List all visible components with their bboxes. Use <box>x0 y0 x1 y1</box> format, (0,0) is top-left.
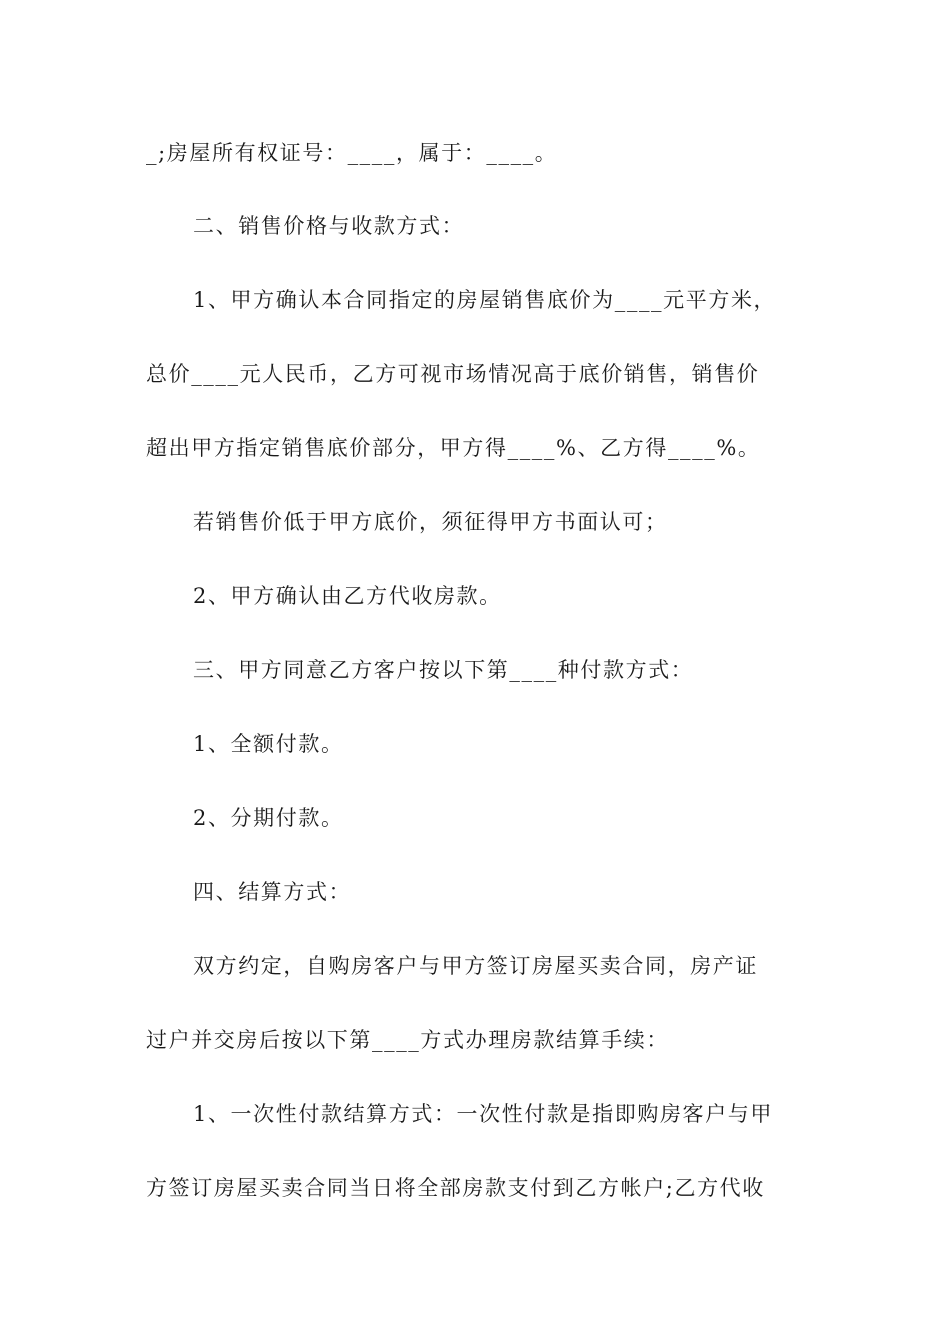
text-line-total-price: 总价____元人民币，乙方可视市场情况高于底价销售，销售价 <box>146 362 760 386</box>
text-line-lump-sum: 1、一次性付款结算方式：一次性付款是指即购房客户与甲 <box>193 1102 773 1126</box>
text-line-excess-split: 超出甲方指定销售底价部分，甲方得____%、乙方得____%。 <box>146 436 761 460</box>
section-heading-payment-method: 三、甲方同意乙方客户按以下第____种付款方式： <box>193 658 694 682</box>
text-line-collect-payment: 2、甲方确认由乙方代收房款。 <box>193 584 502 608</box>
text-line-base-price: 1、甲方确认本合同指定的房屋销售底价为____元平方米， <box>193 288 777 312</box>
text-line-installment: 2、分期付款。 <box>193 806 344 830</box>
section-heading-price-payment: 二、销售价格与收款方式： <box>193 214 465 238</box>
text-line-below-base-price: 若销售价低于甲方底价，须征得甲方书面认可； <box>193 510 668 534</box>
text-line-agreement: 双方约定，自购房客户与甲方签订房屋买卖合同，房产证 <box>193 954 758 978</box>
text-line-full-payment: 1、全额付款。 <box>193 732 344 756</box>
text-line-contract-day: 方签订房屋买卖合同当日将全部房款支付到乙方帐户;乙方代收 <box>146 1176 765 1200</box>
text-line-transfer: 过户并交房后按以下第____方式办理房款结算手续： <box>146 1028 669 1052</box>
section-heading-settlement: 四、结算方式： <box>193 880 352 904</box>
text-line-property-certificate: _;房屋所有权证号：____，属于：____。 <box>146 141 558 165</box>
